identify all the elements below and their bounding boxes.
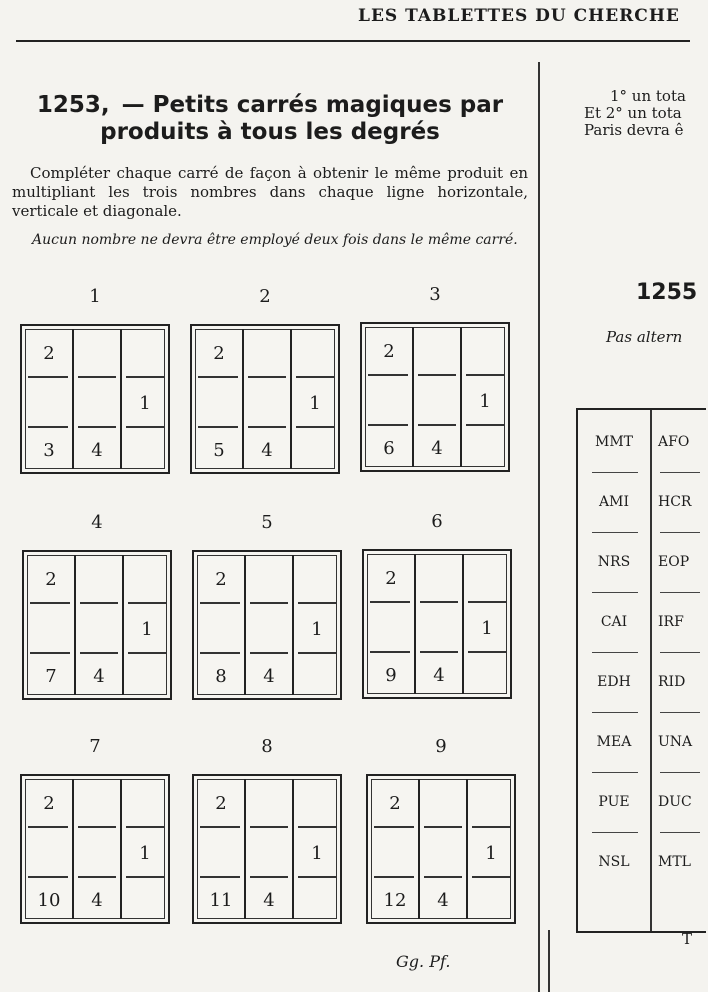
square-cell[interactable]: 2 bbox=[43, 792, 55, 814]
square-cell[interactable]: 4 bbox=[431, 437, 443, 459]
header-rule bbox=[16, 40, 690, 42]
table-cell: AMI bbox=[599, 494, 629, 510]
square-cell[interactable] bbox=[73, 379, 121, 427]
square-cell[interactable] bbox=[75, 605, 123, 653]
square-cell[interactable] bbox=[419, 779, 467, 827]
magic-square bbox=[20, 324, 170, 474]
square-cell[interactable]: 4 bbox=[261, 439, 273, 461]
table-rule bbox=[660, 592, 700, 593]
square-cell[interactable]: 4 bbox=[91, 889, 103, 911]
square-cell[interactable]: 1 bbox=[481, 617, 493, 639]
table-cell: UNA bbox=[658, 734, 693, 750]
magic-square bbox=[192, 774, 342, 924]
table-row bbox=[578, 834, 708, 894]
table-row bbox=[578, 534, 708, 594]
square-cell[interactable]: 2 bbox=[43, 342, 55, 364]
table-row bbox=[578, 774, 708, 834]
table-rule bbox=[660, 712, 700, 713]
square-label: 7 bbox=[89, 736, 101, 757]
square-cell[interactable]: 1 bbox=[139, 392, 151, 414]
table-cell: MTL bbox=[658, 854, 691, 870]
square-cell[interactable] bbox=[121, 876, 169, 924]
square-cell[interactable] bbox=[461, 327, 509, 375]
square-cell[interactable] bbox=[245, 829, 293, 877]
square-cell[interactable] bbox=[463, 554, 511, 602]
table-rule bbox=[660, 472, 700, 473]
square-cell[interactable] bbox=[413, 377, 461, 425]
square-cell[interactable] bbox=[293, 876, 341, 924]
square-cell[interactable] bbox=[463, 651, 511, 699]
square-label: 1 bbox=[89, 286, 101, 307]
square-cell[interactable] bbox=[291, 426, 339, 474]
magic-square bbox=[22, 550, 172, 700]
square-cell[interactable]: 1 bbox=[479, 390, 491, 412]
table-row bbox=[578, 654, 708, 714]
square-cell[interactable] bbox=[293, 652, 341, 700]
square-cell[interactable] bbox=[73, 779, 121, 827]
square-cell[interactable] bbox=[243, 329, 291, 377]
table-row bbox=[578, 474, 708, 534]
magic-square bbox=[192, 550, 342, 700]
square-cell[interactable]: 2 bbox=[213, 342, 225, 364]
square-cell[interactable]: 1 bbox=[309, 392, 321, 414]
table-cell: HCR bbox=[658, 494, 692, 510]
square-cell[interactable] bbox=[415, 604, 463, 652]
square-cell[interactable]: 4 bbox=[263, 889, 275, 911]
square-cell[interactable] bbox=[197, 829, 245, 877]
square-cell[interactable]: 2 bbox=[389, 792, 401, 814]
square-cell[interactable] bbox=[25, 829, 73, 877]
magic-square bbox=[360, 322, 510, 472]
table-cell: IRF bbox=[658, 614, 684, 630]
table-cell: EDH bbox=[597, 674, 631, 690]
square-cell[interactable]: 8 bbox=[215, 665, 227, 687]
square-cell[interactable] bbox=[415, 554, 463, 602]
square-label: 4 bbox=[91, 512, 103, 533]
header-running-title: LES TABLETTES DU CHERCHE bbox=[358, 6, 680, 26]
magic-square bbox=[366, 774, 516, 924]
right-line: Et 2° un tota bbox=[584, 104, 682, 122]
square-cell[interactable] bbox=[371, 829, 419, 877]
square-cell[interactable]: 4 bbox=[263, 665, 275, 687]
square-cell[interactable]: 10 bbox=[37, 889, 61, 911]
table-rule bbox=[660, 652, 700, 653]
letter-table bbox=[576, 408, 706, 933]
square-cell[interactable] bbox=[461, 424, 509, 472]
square-cell[interactable]: 6 bbox=[383, 437, 395, 459]
square-cell[interactable] bbox=[27, 605, 75, 653]
table-cell: NSL bbox=[598, 854, 630, 870]
square-cell[interactable] bbox=[243, 379, 291, 427]
magic-square bbox=[362, 549, 512, 699]
right-subtitle: Pas altern bbox=[606, 328, 683, 346]
square-label: 6 bbox=[431, 511, 443, 532]
problem-note: Aucun nombre ne devra être employé deux fois dans le même carré. bbox=[32, 232, 518, 248]
square-cell[interactable] bbox=[123, 652, 171, 700]
right-problem-number: 1255 bbox=[636, 280, 698, 305]
square-cell[interactable]: 7 bbox=[45, 665, 57, 687]
square-label: 5 bbox=[261, 512, 273, 533]
square-cell[interactable]: 4 bbox=[433, 664, 445, 686]
table-rule bbox=[660, 772, 700, 773]
square-cell[interactable]: 2 bbox=[385, 567, 397, 589]
square-cell[interactable] bbox=[467, 779, 515, 827]
square-cell[interactable] bbox=[365, 377, 413, 425]
table-row bbox=[578, 594, 708, 654]
table-rule bbox=[592, 832, 638, 833]
table-cell: PUE bbox=[598, 794, 630, 810]
square-cell[interactable]: 2 bbox=[45, 568, 57, 590]
square-cell[interactable] bbox=[419, 829, 467, 877]
square-cell[interactable]: 5 bbox=[213, 439, 225, 461]
table-rule bbox=[592, 472, 638, 473]
square-cell[interactable]: 2 bbox=[383, 340, 395, 362]
magic-square bbox=[190, 324, 340, 474]
square-cell[interactable]: 3 bbox=[43, 439, 55, 461]
table-rule bbox=[592, 652, 638, 653]
square-cell[interactable] bbox=[413, 327, 461, 375]
square-cell[interactable] bbox=[195, 379, 243, 427]
square-cell[interactable] bbox=[293, 555, 341, 603]
magic-square bbox=[20, 774, 170, 924]
table-cell: NRS bbox=[597, 554, 631, 570]
problem-instructions: Compléter chaque carré de façon à obtenir le même produit en multipliant les trois nombres dans chaque ligne horizontale, verticale et diagonale. bbox=[12, 164, 528, 220]
square-cell[interactable] bbox=[123, 555, 171, 603]
square-cell[interactable]: 2 bbox=[215, 568, 227, 590]
table-cell: CAI bbox=[600, 614, 628, 630]
square-cell[interactable]: 12 bbox=[383, 889, 407, 911]
table-cell: EOP bbox=[658, 554, 690, 570]
problem-title bbox=[10, 92, 530, 146]
table-rule bbox=[660, 532, 700, 533]
right-footer: T bbox=[682, 930, 693, 948]
square-cell[interactable] bbox=[245, 555, 293, 603]
square-cell[interactable]: 9 bbox=[385, 664, 397, 686]
square-cell[interactable] bbox=[121, 426, 169, 474]
square-cell[interactable]: 1 bbox=[139, 842, 151, 864]
table-cell: MMT bbox=[594, 434, 633, 450]
square-cell[interactable]: 1 bbox=[485, 842, 497, 864]
square-cell[interactable]: 4 bbox=[91, 439, 103, 461]
square-cell[interactable] bbox=[197, 605, 245, 653]
table-rule bbox=[660, 832, 700, 833]
square-cell[interactable]: 1 bbox=[311, 618, 323, 640]
problem-number: 1253, bbox=[36, 92, 110, 118]
table-cell: AFO bbox=[658, 434, 690, 450]
square-cell[interactable] bbox=[467, 876, 515, 924]
table-row bbox=[578, 414, 708, 474]
right-line: 1° un tota bbox=[610, 87, 686, 105]
square-cell[interactable] bbox=[73, 329, 121, 377]
square-cell[interactable] bbox=[73, 829, 121, 877]
column-divider-lower bbox=[548, 930, 550, 992]
problem-title-line1: — Petits carrés magiques par bbox=[121, 92, 504, 118]
table-rule bbox=[592, 712, 638, 713]
right-column-text bbox=[584, 88, 686, 139]
column-divider bbox=[538, 62, 540, 992]
square-cell[interactable] bbox=[291, 329, 339, 377]
square-cell[interactable] bbox=[367, 604, 415, 652]
problem-title-line2: produits à tous les degrés bbox=[100, 119, 440, 145]
table-cell: DUC bbox=[658, 794, 692, 810]
square-cell[interactable]: 4 bbox=[437, 889, 449, 911]
square-label: 9 bbox=[435, 736, 447, 757]
table-row bbox=[578, 714, 708, 774]
signature: Gg. Pf. bbox=[396, 952, 451, 971]
square-cell[interactable]: 2 bbox=[215, 792, 227, 814]
square-cell[interactable] bbox=[293, 779, 341, 827]
square-cell[interactable] bbox=[245, 779, 293, 827]
right-line: Paris devra ê bbox=[584, 121, 684, 139]
square-cell[interactable]: 1 bbox=[311, 842, 323, 864]
square-label: 2 bbox=[259, 286, 271, 307]
table-rule bbox=[592, 532, 638, 533]
table-cell: MEA bbox=[596, 734, 632, 750]
square-cell[interactable]: 1 bbox=[141, 618, 153, 640]
square-cell[interactable]: 4 bbox=[93, 665, 105, 687]
square-cell[interactable] bbox=[75, 555, 123, 603]
square-cell[interactable] bbox=[121, 329, 169, 377]
table-cell: RID bbox=[658, 674, 686, 690]
square-cell[interactable]: 11 bbox=[209, 889, 233, 911]
table-rule bbox=[592, 772, 638, 773]
square-label: 3 bbox=[429, 284, 441, 305]
square-label: 8 bbox=[261, 736, 273, 757]
square-cell[interactable] bbox=[245, 605, 293, 653]
table-rule bbox=[592, 592, 638, 593]
square-cell[interactable] bbox=[25, 379, 73, 427]
square-cell[interactable] bbox=[121, 779, 169, 827]
